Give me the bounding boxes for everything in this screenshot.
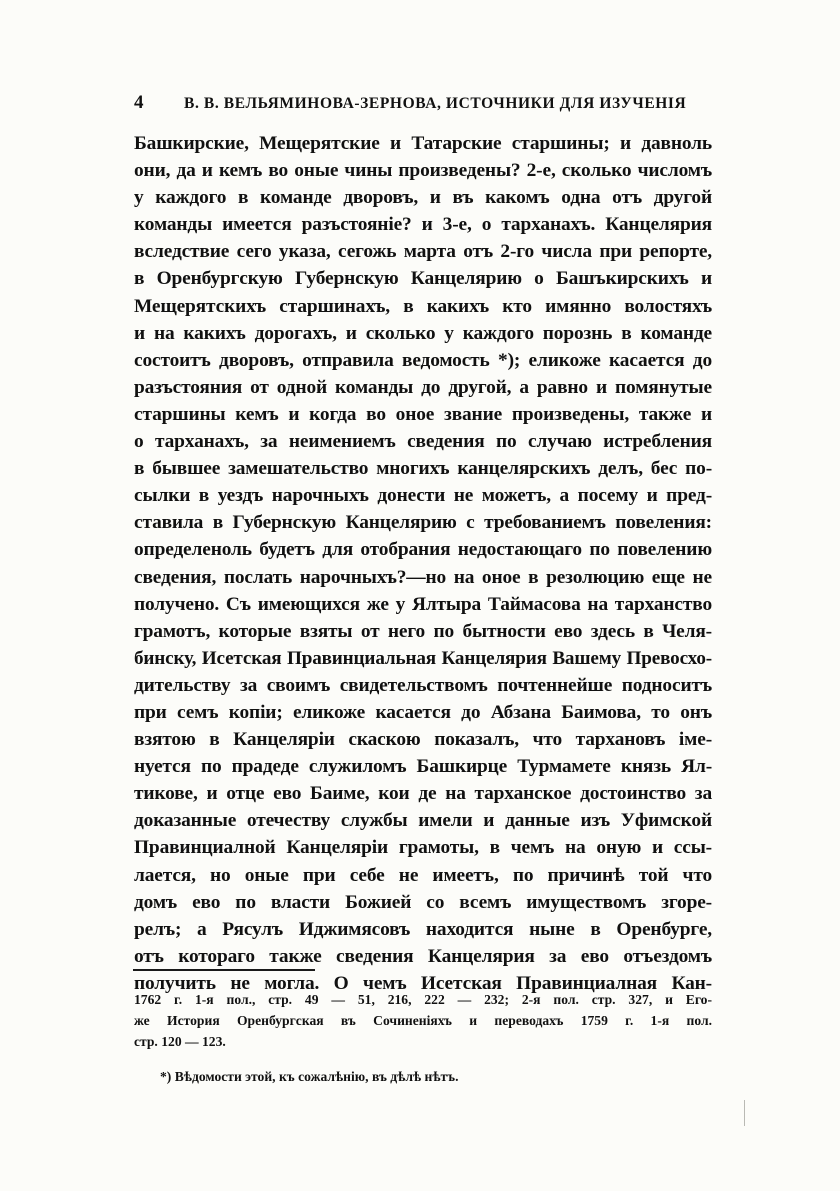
- text-line: Мещерятскихъ старшинахъ, в какихъ кто имянно волостяхъ: [134, 295, 712, 317]
- text-line: домъ ево по власти Божией со всемъ имуществомъ згоре-: [134, 891, 712, 913]
- text-line: старшины кемъ и когда во оное звание произведены, также и: [134, 403, 712, 425]
- page-number: 4: [134, 92, 145, 113]
- text-line: отъ котораго также сведения Канцелярия за ево отъездомъ: [134, 945, 712, 967]
- text-line: лается, но оные при себе не имеетъ, по причинѣ той что: [134, 864, 712, 886]
- text-line: сылки в уездъ нарочныхъ донести не можетъ, а посему и пред-: [134, 485, 712, 507]
- running-title: В. В. ВЕЛЬЯМИНОВА-ЗЕРНОВА, ИСТОЧНИКИ ДЛЯ ИЗУЧЕНІЯ: [184, 95, 687, 112]
- text-line: при семъ копіи; еликоже касается до Абзана Баимова, то онъ: [134, 701, 712, 723]
- text-line: бинску, Исетская Правинциальная Канцелярия Вашему Превосхо-: [134, 647, 712, 669]
- text-line: разъстояния от одной команды до другой, а равно и помянутые: [134, 376, 712, 398]
- footnote-star-note: *) Вѣдомости этой, къ сожалѣнію, въ дѣлѣ нѣтъ.: [160, 1069, 459, 1084]
- text-line: команды имеется разъстояніе? и 3-е, о тарханахъ. Канцелярия: [134, 214, 712, 236]
- text-line: сведения, послать нарочныхъ?—но на оное в резолюцию еще не: [134, 566, 712, 588]
- text-line: грамотъ, которые взяты от него по бытности ево здесь в Челя-: [134, 620, 712, 642]
- main-text: [134, 130, 712, 997]
- text-line: нуется по прадеде служиломъ Башкирце Турмамете князь Ял-: [134, 756, 712, 778]
- footnote-line: стр. 120 — 123.: [134, 1034, 226, 1049]
- text-line: взятою в Канцеляріи скаскою показалъ, что тархановъ іме-: [134, 729, 712, 751]
- running-head: [134, 92, 714, 118]
- text-line: и на какихъ дорогахъ, и сколько у каждого порознь в команде: [134, 322, 712, 344]
- text-line: релъ; а Рясулъ Иджимясовъ находится ныне в Оренбурге,: [134, 918, 712, 940]
- text-line: дительству за своимъ свидетельствомъ почтеннейше подноситъ: [134, 674, 712, 696]
- text-line: у каждого в команде дворовъ, и въ какомъ одна отъ другой: [134, 187, 712, 209]
- text-line: тикове, и отце ево Баиме, кои де на тарханское достоинство за: [134, 783, 712, 805]
- text-line: вследствие сего указа, сегожь марта отъ 2-го числа при репорте,: [134, 241, 712, 263]
- text-line: состоитъ дворовъ, отправила ведомость *); еликоже касается до: [134, 349, 712, 371]
- text-line: в Оренбургскую Губернскую Канцелярию о Башъкирскихъ и: [134, 268, 712, 290]
- text-line: получить не могла. О чемъ Исетская Правинциалная Кан-: [134, 972, 712, 994]
- text-line: определеноль будетъ для отобрания недостающаго по повелению: [134, 539, 712, 561]
- text-line: получено. Съ имеющихся же у Ялтыра Таймасова на тарханство: [134, 593, 712, 615]
- footnote-line: же История Оренбургская въ Сочиненіяхъ и переводахъ 1759 г. 1-я пол.: [134, 1013, 712, 1028]
- footnote-rule: [133, 969, 315, 971]
- footnotes: [134, 989, 712, 1087]
- text-line: ставила в Губернскую Канцелярию с требованиемъ повеления:: [134, 512, 712, 534]
- text-line: доказанные отечеству службы имели и данные изъ Уфимской: [134, 810, 712, 832]
- text-line: Правинциалной Канцеляріи грамоты, в чемъ на оную и ссы-: [134, 837, 712, 859]
- text-line: Башкирские, Мещерятские и Татарские старшины; и давноль: [134, 133, 712, 154]
- text-line: о тарханахъ, за неимениемъ сведения по случаю истребления: [134, 431, 712, 453]
- scan-mark: [744, 1100, 745, 1126]
- text-line: они, да и кемъ во оные чины произведены? 2-е, сколько числомъ: [134, 160, 712, 182]
- text-line: в бывшее замешательство многихъ канцелярскихъ делъ, бес по-: [134, 458, 712, 480]
- footnote-line: 1762 г. 1-я пол., стр. 49 — 51, 216, 222 — 232; 2-я пол. стр. 327, и Его-: [134, 992, 712, 1007]
